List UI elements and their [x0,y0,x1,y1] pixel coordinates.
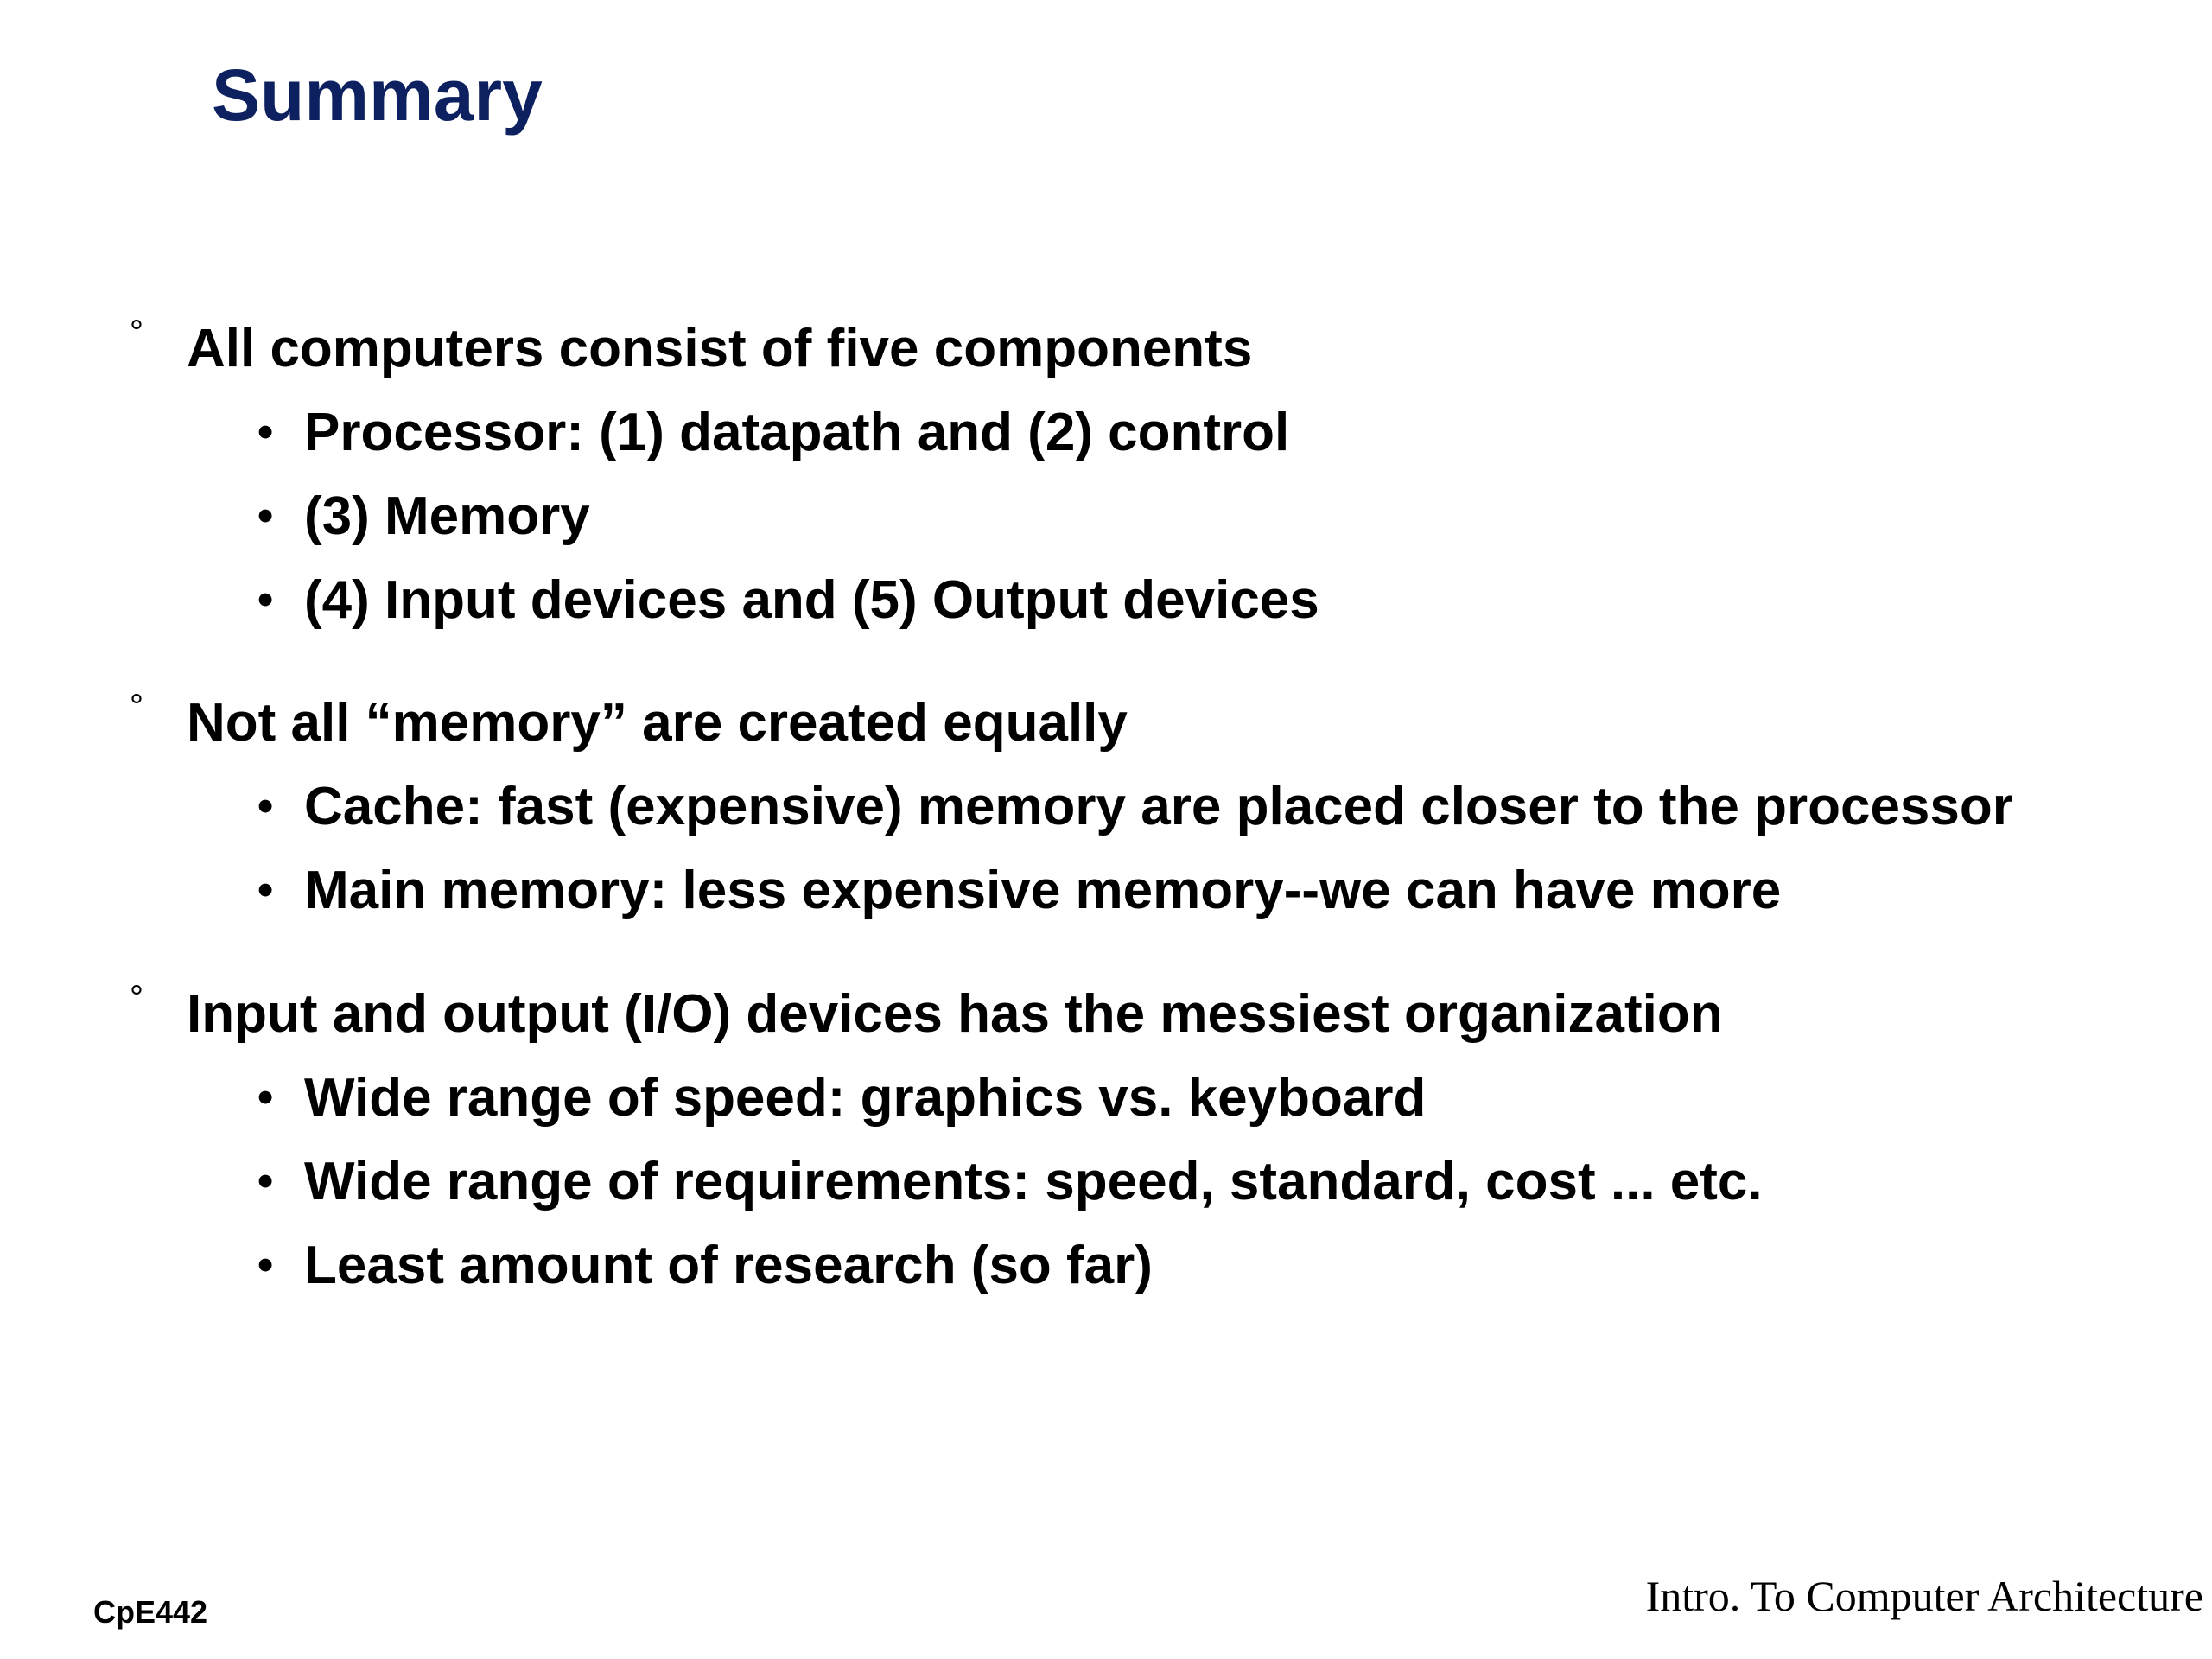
sub-point [130,1140,2117,1224]
main-point [130,681,2117,765]
sub-point [130,558,2117,642]
dot-bullet-icon: • [257,575,274,625]
main-point-text: All computers consist of five components [187,319,1253,378]
section-memory [130,681,2117,932]
sub-point [130,391,2117,474]
main-point-text: Input and output (I/O) devices has the messiest organization [187,984,1723,1044]
sub-point [130,474,2117,558]
dot-bullet-icon: • [257,1156,274,1206]
main-point [130,972,2117,1056]
sub-point [130,1056,2117,1140]
circle-bullet-icon: ° [130,314,143,352]
sub-point-text: Wide range of requirements: speed, standard, cost ... etc. [304,1152,1763,1211]
circle-bullet-icon: ° [130,688,143,726]
sub-point [130,765,2117,849]
dot-bullet-icon: • [257,781,274,831]
dot-bullet-icon: • [257,1240,274,1290]
main-point-text: Not all “memory” are created equally [187,693,1128,753]
sub-point [130,849,2117,932]
course-code: CpE442 [93,1594,208,1630]
sub-point [130,1224,2117,1307]
sub-point-text: Main memory: less expensive memory--we can have more [304,861,1782,920]
slide-title: Summary [212,54,543,136]
circle-bullet-icon: ° [130,979,143,1017]
dot-bullet-icon: • [257,407,274,457]
dot-bullet-icon: • [257,865,274,915]
sub-point-text: Least amount of research (so far) [304,1236,1153,1295]
section-io [130,972,2117,1307]
sub-point-text: (4) Input devices and (5) Output devices [304,570,1319,630]
course-title: Intro. To Computer Architecture [1645,1572,2203,1620]
section-components [130,307,2117,642]
sub-point-text: Cache: fast (expensive) memory are placed closer to the processor [304,777,2013,836]
sub-point-text: (3) Memory [304,486,590,546]
dot-bullet-icon: • [257,491,274,541]
main-point [130,307,2117,391]
sub-point-text: Wide range of speed: graphics vs. keyboard [304,1068,1427,1128]
dot-bullet-icon: • [257,1072,274,1122]
sub-point-text: Processor: (1) datapath and (2) control [304,403,1290,462]
